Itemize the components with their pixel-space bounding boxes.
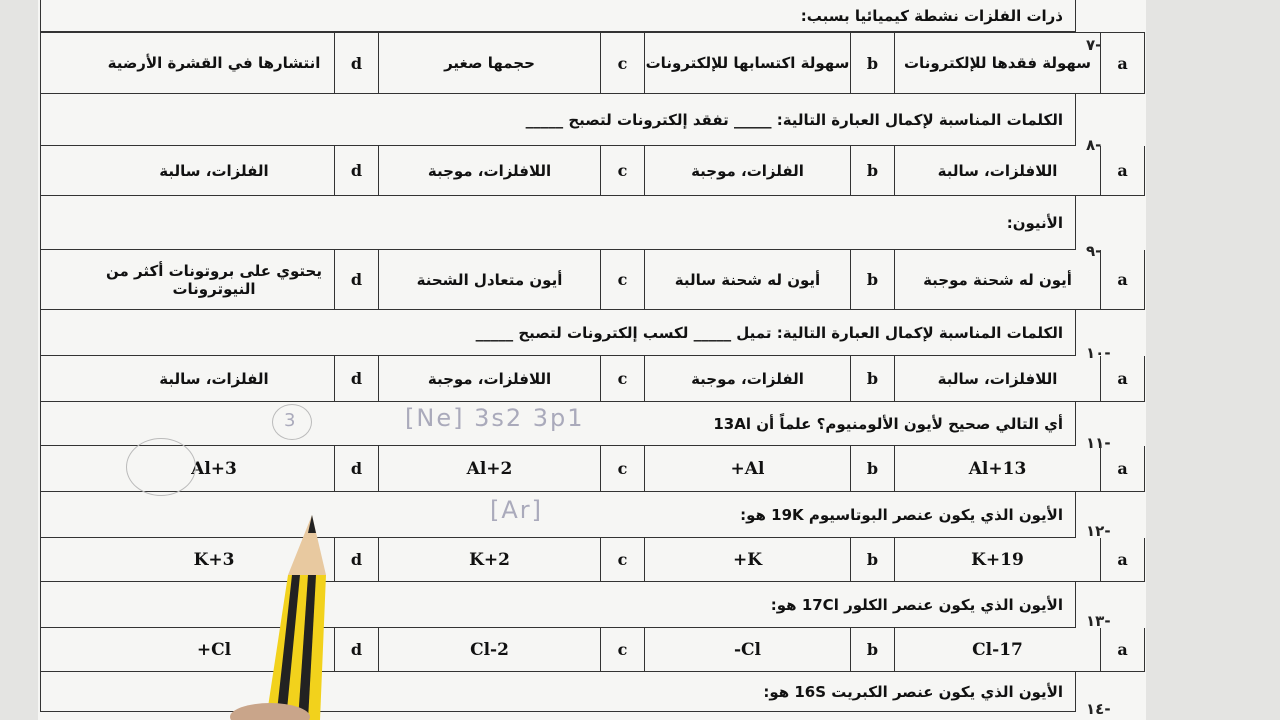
option-a: اللافلزات، سالبة — [894, 146, 1100, 195]
question-13-text: الأيون الذي يكون عنصر الكلور 17Cl هو: — [40, 582, 1076, 628]
option-a: Cl-17 — [894, 628, 1100, 671]
letter-a: a — [1100, 146, 1144, 195]
question-7-text: ذرات الفلزات نشطة كيميائيا بسبب: — [40, 0, 1076, 32]
handwritten-al-electron-config: [Ne] 3s2 3p1 — [405, 404, 585, 432]
option-c: Al+2 — [378, 446, 600, 491]
option-a: اللافلزات، سالبة — [894, 356, 1100, 401]
pencil-icon — [230, 505, 350, 720]
letter-b: b — [850, 250, 894, 309]
letter-c: c — [600, 356, 644, 401]
question-14-text: الأيون الذي يكون عنصر الكبريت 16S هو: — [40, 672, 1076, 712]
letter-d: d — [334, 33, 378, 93]
letter-b: b — [850, 446, 894, 491]
question-11-number: -١١ — [1086, 434, 1111, 452]
option-b: K+ — [644, 538, 850, 581]
letter-c: c — [600, 446, 644, 491]
letter-c: c — [600, 538, 644, 581]
option-d: انتشارها في القشرة الأرضية — [107, 54, 321, 72]
letter-c: c — [600, 33, 644, 93]
question-8-options — [40, 146, 1145, 196]
option-b: Al+ — [644, 446, 850, 491]
letter-a: a — [1100, 538, 1144, 581]
question-7-options — [40, 32, 1145, 94]
letter-d: d — [334, 356, 378, 401]
handwritten-circled-number: 3 — [284, 410, 298, 431]
letter-b: b — [850, 356, 894, 401]
option-d: يحتوي على بروتونات أكثر من النيوترونات — [106, 261, 322, 298]
option-b: أيون له شحنة سالبة — [644, 250, 850, 309]
letter-c: c — [600, 250, 644, 309]
letter-d: d — [334, 250, 378, 309]
question-10-options — [40, 356, 1145, 402]
letter-b: b — [850, 628, 894, 671]
letter-a: a — [1100, 250, 1144, 309]
option-c: اللافلزات، موجبة — [378, 146, 600, 195]
option-b: الفلزات، موجبة — [644, 356, 850, 401]
question-12-text: الأيون الذي يكون عنصر البوتاسيوم 19K هو: — [40, 492, 1076, 538]
option-a: أيون له شحنة موجبة — [894, 250, 1100, 309]
letter-a: a — [1100, 356, 1144, 401]
option-d: الفلزات، سالبة — [159, 161, 269, 180]
option-b: الفلزات، موجبة — [644, 146, 850, 195]
letter-b: b — [850, 146, 894, 195]
letter-d: d — [334, 146, 378, 195]
option-a: K+19 — [894, 538, 1100, 581]
letter-d: d — [334, 446, 378, 491]
question-12-options — [40, 538, 1145, 582]
letter-c: c — [600, 628, 644, 671]
option-b: سهولة اكتسابها للإلكترونات — [644, 33, 850, 93]
question-14-number: -١٤ — [1086, 700, 1111, 718]
letter-b: b — [850, 538, 894, 581]
question-13-number: -١٣ — [1086, 612, 1111, 630]
question-8-number: -٨ — [1086, 136, 1102, 154]
handwritten-k-electron-config: [Ar] — [490, 496, 544, 524]
question-13-options — [40, 628, 1145, 672]
option-a: Al+13 — [894, 446, 1100, 491]
circled-answer-d — [126, 438, 196, 496]
question-10-number: -١٠ — [1086, 344, 1111, 362]
option-d: Cl+ — [196, 639, 232, 660]
question-12-number: -١٢ — [1086, 522, 1111, 540]
question-8-text: الكلمات المناسبة لإكمال العبارة التالية: _____ تفقد إلكترونات لتصبح _____ — [40, 94, 1076, 146]
option-a: سهولة فقدها للإلكترونات — [894, 33, 1100, 93]
letter-b: b — [850, 33, 894, 93]
question-7-number: -٧ — [1086, 36, 1102, 54]
question-11-text: أي التالي صحيح لأيون الألومنيوم؟ علماً أن 13Al — [40, 402, 1076, 446]
letter-a: a — [1100, 628, 1144, 671]
option-c: أيون متعادل الشحنة — [378, 250, 600, 309]
letter-a: a — [1100, 446, 1144, 491]
question-11-options — [40, 446, 1145, 492]
question-9-number: -٩ — [1086, 242, 1102, 260]
option-d: الفلزات، سالبة — [159, 369, 269, 388]
question-10-text: الكلمات المناسبة لإكمال العبارة التالية: تميل _____ لكسب إلكترونات لتصبح _____ — [40, 310, 1076, 356]
question-9-options — [40, 250, 1145, 310]
option-c: K+2 — [378, 538, 600, 581]
option-d: K+3 — [193, 549, 235, 570]
letter-d: d — [334, 628, 378, 671]
question-9-text: الأنيون: — [40, 196, 1076, 250]
option-c: اللافلزات، موجبة — [378, 356, 600, 401]
option-c: حجمها صغير — [378, 33, 600, 93]
letter-c: c — [600, 146, 644, 195]
option-c: Cl-2 — [378, 628, 600, 671]
option-d: Al+3 — [191, 458, 237, 479]
letter-d: d — [334, 538, 378, 581]
letter-a: a — [1100, 33, 1144, 93]
option-b: Cl- — [644, 628, 850, 671]
